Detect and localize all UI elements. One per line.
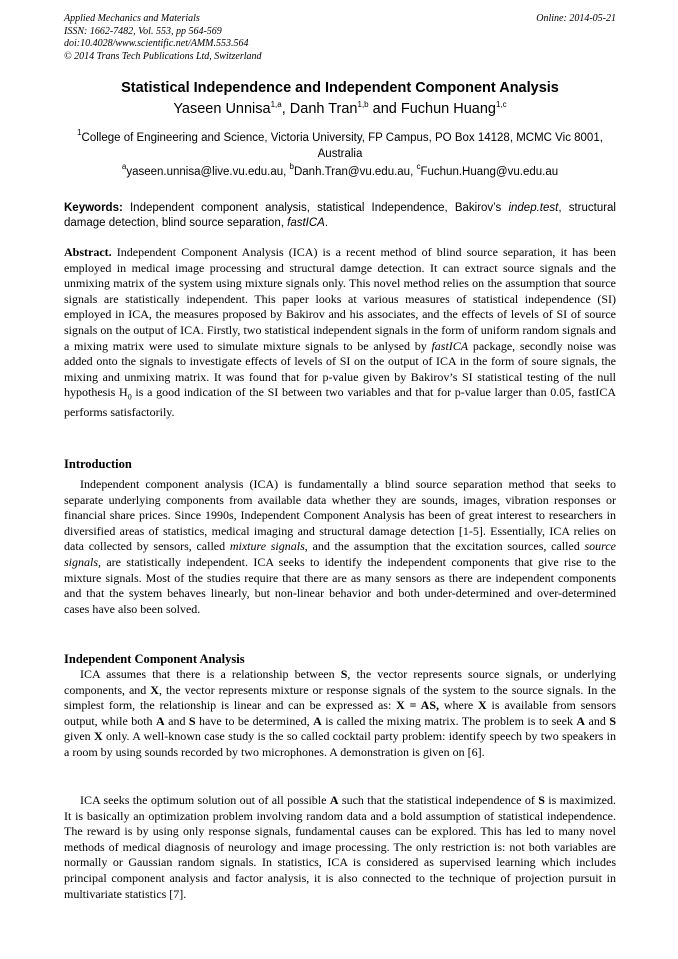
intro-text: Independent component analysis (ICA) is fundamentally a blind source separation method that seeks to separate underlying components from available data whether they are sounds, images, vibration responses or financial share prices. Since 1990s, Independent Component Analysis has been of great interest to researchers in diversified areas of statistics, medical imaging and structural damage detection [1-5]. Essentially, ICA relies on data collected by sensors, called <box>64 477 616 554</box>
author-sup: 1,b <box>357 100 369 109</box>
keywords-italic: indep.test <box>508 202 559 214</box>
ica-bold: A <box>576 713 586 728</box>
ica-text: and <box>164 713 189 728</box>
author-sup: 1,a <box>270 100 282 109</box>
ica-text: have to be determined, <box>195 713 314 728</box>
intro-italic: source signals, <box>64 539 616 569</box>
online-date: Online: 2014-05-21 <box>536 13 616 24</box>
ica-text: where <box>443 698 478 713</box>
ica-text: only. A well-known case study is the so called cocktail party problem: identify speech by two speakers in a room by using sounds recorded by two microphones. A demonstration is given on [6]. <box>64 729 616 759</box>
ica-bold: X <box>94 729 103 744</box>
ica-paragraph-2 <box>64 793 616 902</box>
ica-text: is called the mixing matrix. The problem is to seek <box>321 713 577 728</box>
introduction-heading: Introduction <box>64 457 132 471</box>
affiliation-sup: 1 <box>77 128 82 137</box>
keywords-text: . <box>324 217 329 229</box>
keywords-text: , structural damage detection, blind source separation, <box>64 202 616 229</box>
author-name: Fuchun Huang <box>400 101 496 117</box>
journal-name: Applied Mechanics and Materials <box>64 13 200 24</box>
email-link[interactable]: yaseen.unnisa@live.vu.edu.au, <box>126 166 290 178</box>
ica-text: is maximized. It is basically an optimization problem involving random data and a bold assumption of statistical independence. The reward is by using only response signals, fundamental causes can be explored. This has led to many novel methods of medical diagnosis of neurology and image processing. The only restriction is: not both variables are normally or Gaussian random signals. In statistics, ICA is considered as supervised learning which includes principal component analysis and factor analysis, it is also connected to the technique of projection pursuit in multivariate statistics [7]. <box>64 793 617 901</box>
author-name: Danh Tran <box>289 101 358 117</box>
ica-bold: S <box>188 713 196 728</box>
author-list <box>64 101 616 117</box>
ica-text: ICA assumes that there is a relationship between <box>80 667 341 681</box>
intro-text: are statistically independent. ICA seeks to identify the independent components that give rise to the mixture signals. Most of the studies require that there are as many sensors as there are independent components and that the system behaves linearly, but non-linear behavior and both under-determined and over-determined cases have also been solved. <box>64 554 616 616</box>
ica-text: such that the statistical independence of <box>338 793 539 807</box>
author-separator: and <box>368 101 401 117</box>
ica-text: ICA seeks the optimum solution out of all possible <box>80 793 330 807</box>
paper-title: Statistical Independence and Independent Component Analysis <box>121 80 559 96</box>
abstract-label: Abstract. <box>64 245 112 259</box>
affiliation-text: College of Engineering and Science, Victoria University, FP Campus, PO Box 14128, MCMC Vic 8001, Australia <box>81 132 603 160</box>
introduction-paragraph <box>64 477 616 617</box>
email-sup: c <box>416 162 421 171</box>
keywords-text: Independent component analysis, statistical Independence, Bakirov’s <box>122 202 509 214</box>
abstract-italic: fastICA <box>431 338 469 353</box>
affiliation <box>64 130 616 162</box>
intro-italic: mixture signals <box>229 539 305 554</box>
ica-bold: X = AS, <box>396 698 444 713</box>
email-link[interactable]: Fuchun.Huang@vu.edu.au <box>420 166 559 178</box>
abstract-text: package, secondly noise was added onto the signals to investigate effects of levels of SI on the output of ICA in the form of soure signals, the mixing and unmixing matrix. It was found that for p-value given by Bakirov’s SI statistical testing of the null hypothesis H <box>64 338 617 400</box>
author-emails <box>64 162 616 178</box>
ica-bold: X <box>478 698 487 713</box>
ica-text: and <box>585 713 610 728</box>
ica-bold: S <box>538 793 545 807</box>
keywords-block <box>64 201 616 231</box>
abstract-subscript: 0 <box>127 392 132 402</box>
ica-paragraph-1 <box>64 667 616 761</box>
ica-text: , the vector represents mixture or response signals of the system to the source signals. In the simplest form, the relationship is linear and can be expressed as: <box>64 682 616 713</box>
email-sup: b <box>289 162 294 171</box>
doi-line: doi:10.4028/www.scientific.net/AMM.553.564 <box>64 38 249 49</box>
copyright-line: © 2014 Trans Tech Publications Ltd, Switzerland <box>64 50 262 62</box>
ica-bold: A <box>156 713 165 728</box>
email-link[interactable]: Danh.Tran@vu.edu.au, <box>293 166 417 178</box>
abstract-text: is a good indication of the SI between two variables and that for p-value larger than 0.05, fastICA performs satisfactorily. <box>64 385 616 420</box>
intro-text: , and the assumption that the excitation sources, called <box>304 539 585 554</box>
ica-bold: A <box>313 713 322 728</box>
ica-text: is available from sensors output, while both <box>64 698 616 728</box>
issn-line: ISSN: 1662-7482, Vol. 553, pp 564-569 <box>64 25 222 37</box>
keywords-italic: fastICA <box>287 217 325 229</box>
author-name: Yaseen Unnisa <box>173 101 271 117</box>
abstract-paragraph <box>64 245 616 421</box>
ica-bold: X <box>150 682 159 697</box>
author-separator: , <box>281 101 290 117</box>
keywords-label: Keywords: <box>64 202 123 214</box>
email-sup: a <box>121 162 127 171</box>
ica-text: given <box>64 729 94 744</box>
ica-bold: S <box>340 667 348 681</box>
ica-section-heading: Independent Component Analysis <box>64 652 245 666</box>
ica-bold: S <box>609 713 616 728</box>
ica-bold: A <box>329 793 339 807</box>
author-sup: 1,c <box>496 100 507 109</box>
abstract-text: Independent Component Analysis (ICA) is a recent method of blind source separation, it has been employed in medical image processing and structural damge detection. It can extract source signals and the unmixing matrix of the system using mixture signals only. This novel method relies on the assumption that source signals are statistically independent. This paper looks at various measures of statistical independence (SI) employed in ICA, the measures proposed by Bakirov and his associates, and the effects of levels of SI of source signals on the output of ICA. Firstly, two statistical independent signals in the form of uniform random signals and a mixing matrix were used to simulate mixture signals to be anlysed by <box>64 245 616 353</box>
journal-header <box>64 13 616 63</box>
ica-text: , the vector represents source signals, or underlying components, and <box>64 667 616 697</box>
